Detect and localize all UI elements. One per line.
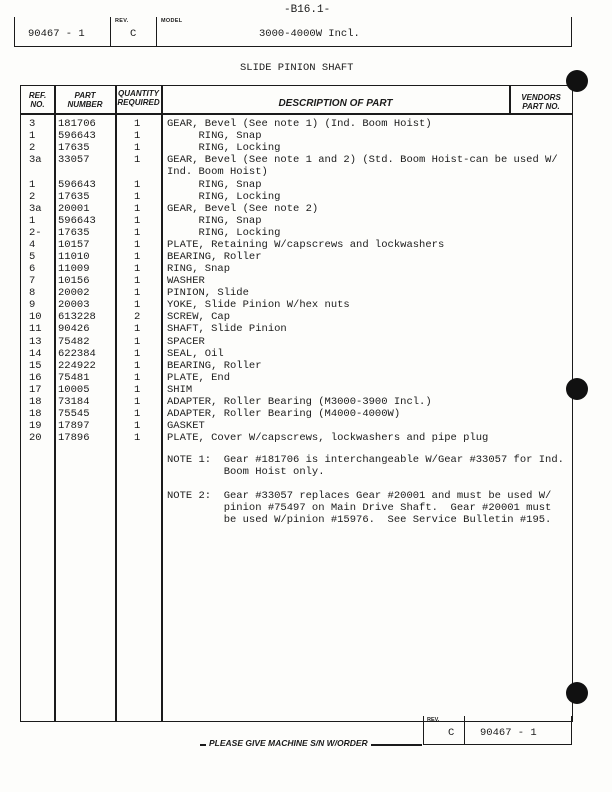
row-desc: PLATE, Cover W/capscrews, lockwashers and pipe plug xyxy=(167,431,489,444)
row-qty: 1 xyxy=(134,275,141,288)
row-ref: 2 xyxy=(29,142,36,155)
row-qty: 1 xyxy=(134,118,141,130)
row-desc: ADAPTER, Roller Bearing (M4000-4000W) xyxy=(167,407,401,420)
footer-rev-label: REV. xyxy=(427,717,440,723)
note-2-line: be used W/pinion #15976. See Service Bulletin #195. xyxy=(167,514,552,526)
row-part: 224922 xyxy=(58,359,96,372)
row-desc: GEAR, Bevel (See note 1 and 2) (Std. Boom Hoist-can be used W/ xyxy=(167,154,558,167)
row-qty: 1 xyxy=(134,179,141,192)
row-ref: 20 xyxy=(29,431,42,444)
row-ref: 3a xyxy=(29,154,42,167)
row-part: 10157 xyxy=(58,239,90,252)
row-ref: 1 xyxy=(29,130,36,143)
ref-header: REF. NO. xyxy=(28,91,47,109)
row-part: 596643 xyxy=(58,130,96,143)
row-desc: SHIM xyxy=(167,383,193,396)
row-desc: RING, Locking xyxy=(167,191,281,204)
row-part: 75482 xyxy=(58,335,90,348)
row-qty: 1 xyxy=(134,395,141,408)
row-desc: ADAPTER, Roller Bearing (M3000-3900 Incl.) xyxy=(167,395,432,408)
row-desc: SHAFT, Slide Pinion xyxy=(167,323,287,336)
row-ref: 17 xyxy=(29,383,42,396)
order-note: PLEASE GIVE MACHINE S/N W/ORDER xyxy=(206,738,371,748)
row-part: 20003 xyxy=(58,299,90,312)
footer-rev-cell xyxy=(424,716,465,744)
row-desc: RING, Snap xyxy=(167,130,262,143)
row-part: 20002 xyxy=(58,287,90,300)
row-qty: 1 xyxy=(134,323,141,336)
row-desc: GASKET xyxy=(167,419,205,432)
row-ref: 8 xyxy=(29,287,36,300)
punch-hole-middle xyxy=(566,378,588,400)
row-desc: SPACER xyxy=(167,335,205,348)
row-part: 75481 xyxy=(58,371,90,384)
row-qty: 1 xyxy=(134,154,141,167)
row-desc: SEAL, Oil xyxy=(167,347,224,360)
row-part: 17635 xyxy=(58,191,90,204)
row-desc: RING, Locking xyxy=(167,142,281,155)
row-ref: 14 xyxy=(29,347,42,360)
note-1-line: NOTE 1: Gear #181706 is interchangeable W/Gear #33057 for Ind. xyxy=(167,454,564,466)
row-desc: PINION, Slide xyxy=(167,287,249,300)
row-ref: 19 xyxy=(29,419,42,432)
row-qty: 1 xyxy=(134,407,141,420)
row-ref: 9 xyxy=(29,299,36,312)
row-qty: 1 xyxy=(134,203,141,216)
row-desc: Ind. Boom Hoist) xyxy=(167,166,268,179)
row-qty: 1 xyxy=(134,419,141,432)
row-qty: 1 xyxy=(134,287,141,300)
footer-box xyxy=(423,716,572,745)
footer-doc-number: 90467 - 1 xyxy=(480,727,537,739)
row-desc: WASHER xyxy=(167,275,205,288)
row-part: 10156 xyxy=(58,275,90,288)
row-ref: 2 xyxy=(29,191,36,204)
row-ref: 10 xyxy=(29,311,42,324)
row-part: 613228 xyxy=(58,311,96,324)
vendor-part-header: VENDORS PART NO. xyxy=(521,93,561,111)
row-desc: RING, Snap xyxy=(167,263,231,276)
row-part: 10005 xyxy=(58,383,90,396)
row-qty: 1 xyxy=(134,383,141,396)
row-qty: 1 xyxy=(134,371,141,384)
row-qty: 1 xyxy=(134,431,141,444)
row-desc: RING, Snap xyxy=(167,179,262,192)
section-title: SLIDE PINION SHAFT xyxy=(240,62,354,74)
row-ref: 5 xyxy=(29,251,36,264)
row-part: 622384 xyxy=(58,347,96,360)
row-part: 33057 xyxy=(58,154,90,167)
row-ref: 2- xyxy=(29,227,42,240)
row-part: 596643 xyxy=(58,215,96,228)
row-ref: 3 xyxy=(29,118,36,130)
row-part: 17635 xyxy=(58,227,90,240)
row-qty: 1 xyxy=(134,347,141,360)
rev-cell xyxy=(112,17,157,46)
row-qty: 1 xyxy=(134,335,141,348)
row-ref: 16 xyxy=(29,371,42,384)
row-qty: 1 xyxy=(134,142,141,155)
row-desc: RING, Locking xyxy=(167,227,281,240)
row-qty: 1 xyxy=(134,239,141,252)
row-part: 596643 xyxy=(58,179,96,192)
row-desc: BEARING, Roller xyxy=(167,251,262,264)
note-2-line: pinion #75497 on Main Drive Shaft. Gear #20001 must xyxy=(167,502,552,514)
row-desc: SCREW, Cap xyxy=(167,311,231,324)
doc-number-cell xyxy=(15,17,111,46)
row-part: 90426 xyxy=(58,323,90,336)
row-part: 17897 xyxy=(58,419,90,432)
row-qty: 1 xyxy=(134,359,141,372)
row-desc: BEARING, Roller xyxy=(167,359,262,372)
punch-hole-top xyxy=(566,70,588,92)
row-ref: 11 xyxy=(29,323,42,336)
punch-hole-bottom xyxy=(566,682,588,704)
row-qty: 1 xyxy=(134,130,141,143)
row-ref: 15 xyxy=(29,359,42,372)
row-part: 17635 xyxy=(58,142,90,155)
row-ref: 1 xyxy=(29,215,36,228)
row-part: 73184 xyxy=(58,395,90,408)
model-label: MODEL xyxy=(161,18,183,24)
row-ref: 18 xyxy=(29,395,42,408)
row-part: 181706 xyxy=(58,118,96,130)
row-ref: 6 xyxy=(29,263,36,276)
rev-label: REV. xyxy=(115,18,129,24)
part-number-header: PART NUMBER xyxy=(67,91,103,109)
row-part: 11009 xyxy=(58,263,90,276)
row-ref: 18 xyxy=(29,407,42,420)
footer-rev-value: C xyxy=(448,727,455,739)
row-qty: 1 xyxy=(134,227,141,240)
parts-table xyxy=(20,85,573,722)
row-desc: PLATE, End xyxy=(167,371,231,384)
description-header: DESCRIPTION OF PART xyxy=(278,98,393,109)
page-number: -B16.1- xyxy=(284,4,331,16)
row-part: 75545 xyxy=(58,407,90,420)
row-qty: 1 xyxy=(134,251,141,264)
row-desc: GEAR, Bevel (See note 2) xyxy=(167,203,319,216)
row-desc: RING, Snap xyxy=(167,215,262,228)
row-part: 11010 xyxy=(58,251,90,264)
row-desc: PLATE, Retaining W/capscrews and lockwashers xyxy=(167,239,445,252)
row-desc: GEAR, Bevel (See note 1) (Ind. Boom Hoist) xyxy=(167,118,432,130)
row-qty: 1 xyxy=(134,191,141,204)
row-qty: 2 xyxy=(134,311,141,324)
model-cell xyxy=(158,17,570,46)
quantity-header: QUANTITY REQUIRED xyxy=(117,89,160,107)
row-desc: YOKE, Slide Pinion W/hex nuts xyxy=(167,299,350,312)
note-1-line: Boom Hoist only. xyxy=(167,466,325,478)
row-qty: 1 xyxy=(134,215,141,228)
row-ref: 1 xyxy=(29,179,36,192)
header-box xyxy=(14,17,572,47)
doc-number: 90467 - 1 xyxy=(28,28,85,40)
row-ref: 7 xyxy=(29,275,36,288)
row-ref: 4 xyxy=(29,239,36,252)
row-ref: 13 xyxy=(29,335,42,348)
row-part: 17896 xyxy=(58,431,90,444)
row-part: 20001 xyxy=(58,203,90,216)
model-value: 3000-4000W Incl. xyxy=(259,28,360,40)
row-ref: 3a xyxy=(29,203,42,216)
note-2-line: NOTE 2: Gear #33057 replaces Gear #20001 and must be used W/ xyxy=(167,490,552,502)
row-qty: 1 xyxy=(134,299,141,312)
rev-value: C xyxy=(130,28,137,40)
row-qty: 1 xyxy=(134,263,141,276)
